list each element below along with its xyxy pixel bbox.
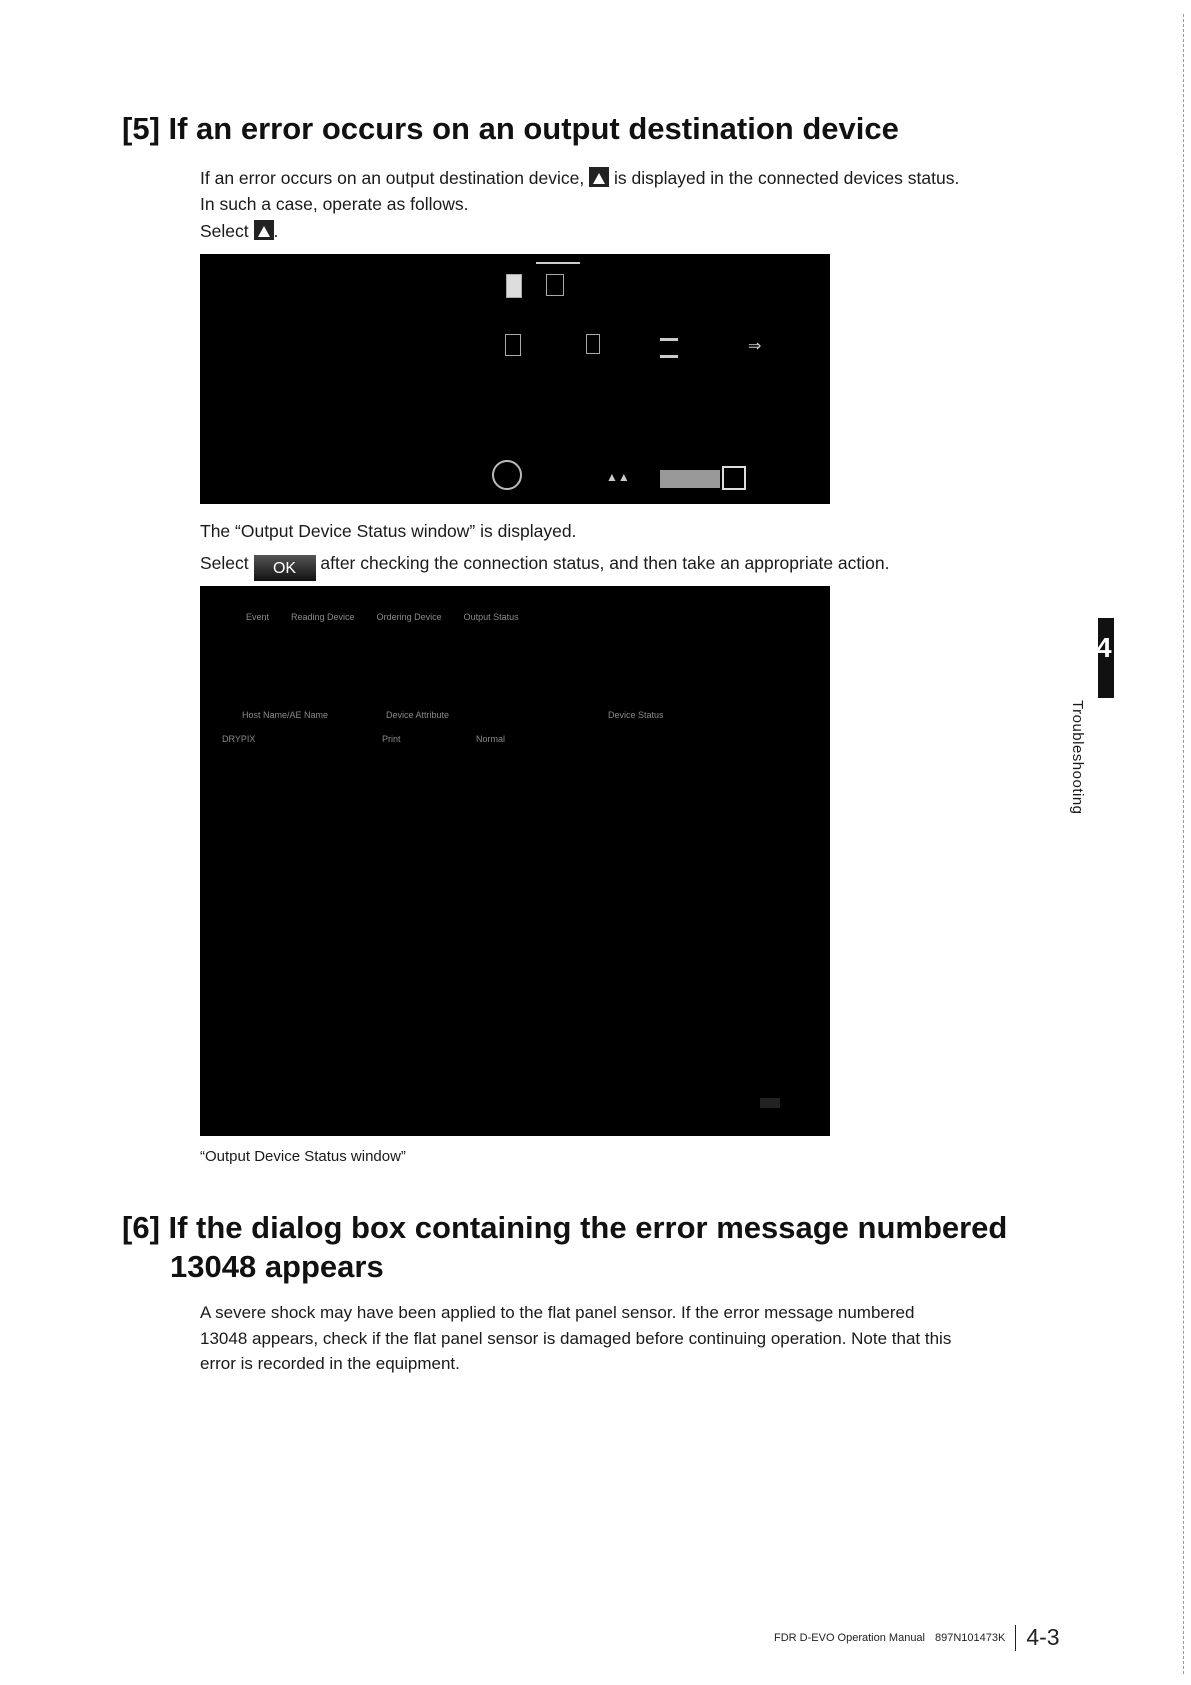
status-tabs xyxy=(246,612,519,622)
window-caption: “Output Device Status window” xyxy=(200,1148,406,1165)
col-device-attribute: Device Attribute xyxy=(386,710,450,720)
device-status-icons xyxy=(660,470,720,488)
chapter-label: Troubleshooting xyxy=(1069,700,1086,815)
section5-title: [5] If an error occurs on an output destination device xyxy=(122,111,899,146)
footer-manual: FDR D-EVO Operation Manual xyxy=(774,1631,925,1644)
section6-line-3: error is recorded in the equipment. xyxy=(200,1354,460,1373)
list-icon xyxy=(660,338,678,358)
footer-divider xyxy=(1015,1625,1016,1651)
intro-line-3-after: . xyxy=(273,220,279,241)
section6-title-line-2: 13048 appears xyxy=(170,1249,384,1284)
output-error-icon xyxy=(254,220,274,240)
cassette-icon xyxy=(546,274,564,296)
power-icon[interactable] xyxy=(492,460,522,490)
ok-button-icon: OK xyxy=(254,555,316,581)
col-device-status: Device Status xyxy=(608,710,664,720)
ok-button[interactable] xyxy=(760,1098,780,1108)
output-error-icon[interactable] xyxy=(722,466,746,490)
intro-line-3 xyxy=(200,218,1100,244)
panel-icon xyxy=(586,334,600,354)
arrow-icon: ⇒ xyxy=(748,338,762,355)
intro-line-2: In such a case, operate as follows. xyxy=(200,194,469,215)
page-number: 4-3 xyxy=(1026,1624,1060,1650)
tab-reading-device[interactable]: Reading Device xyxy=(291,612,355,622)
divider xyxy=(536,262,580,264)
intro-line-1-before: If an error occurs on an output destination device, xyxy=(200,168,590,188)
tab-event[interactable]: Event xyxy=(246,612,270,622)
step3-text xyxy=(200,550,890,581)
step3-after: after checking the connection status, and then take an appropriate action. xyxy=(315,553,890,573)
intro-line-1-after: is displayed in the connected devices status. xyxy=(609,168,960,188)
output-error-icon xyxy=(589,167,609,187)
section6-line-1: A severe shock may have been applied to the flat panel sensor. If the error message numbered xyxy=(200,1303,915,1322)
tab-ordering-device[interactable]: Ordering Device xyxy=(376,612,442,622)
row-host: DRYPIX xyxy=(222,734,256,744)
chapter-number: 4 xyxy=(1096,632,1112,663)
user-icon: ▲▲ xyxy=(606,470,630,484)
row-attribute: Print xyxy=(382,734,401,744)
footer xyxy=(774,1624,1060,1651)
step2-text: The “Output Device Status window” is displayed. xyxy=(200,521,577,541)
section6-title-line-1: [6] If the dialog box containing the error message numbered xyxy=(122,1210,1008,1245)
section5-intro xyxy=(200,165,1100,244)
row-status: Normal xyxy=(476,734,506,744)
status-bar-screenshot xyxy=(200,254,830,504)
panel-icon xyxy=(505,334,521,356)
footer-code: 897N101473K xyxy=(935,1631,1006,1644)
step3-before: Select xyxy=(200,553,254,573)
tab-output-status[interactable]: Output Status xyxy=(463,612,519,622)
intro-line-1 xyxy=(200,165,1100,191)
col-host-name: Host Name/AE Name xyxy=(242,710,329,720)
output-device-status-window xyxy=(200,586,830,1136)
section6-line-2: 13048 appears, check if the flat panel sensor is damaged before continuing operation. Note that this xyxy=(200,1328,952,1348)
section6-paragraph xyxy=(200,1300,1100,1377)
reading-device-icon xyxy=(506,274,522,298)
intro-line-3-before: Select xyxy=(200,220,254,241)
margin-rule xyxy=(1183,14,1184,1674)
